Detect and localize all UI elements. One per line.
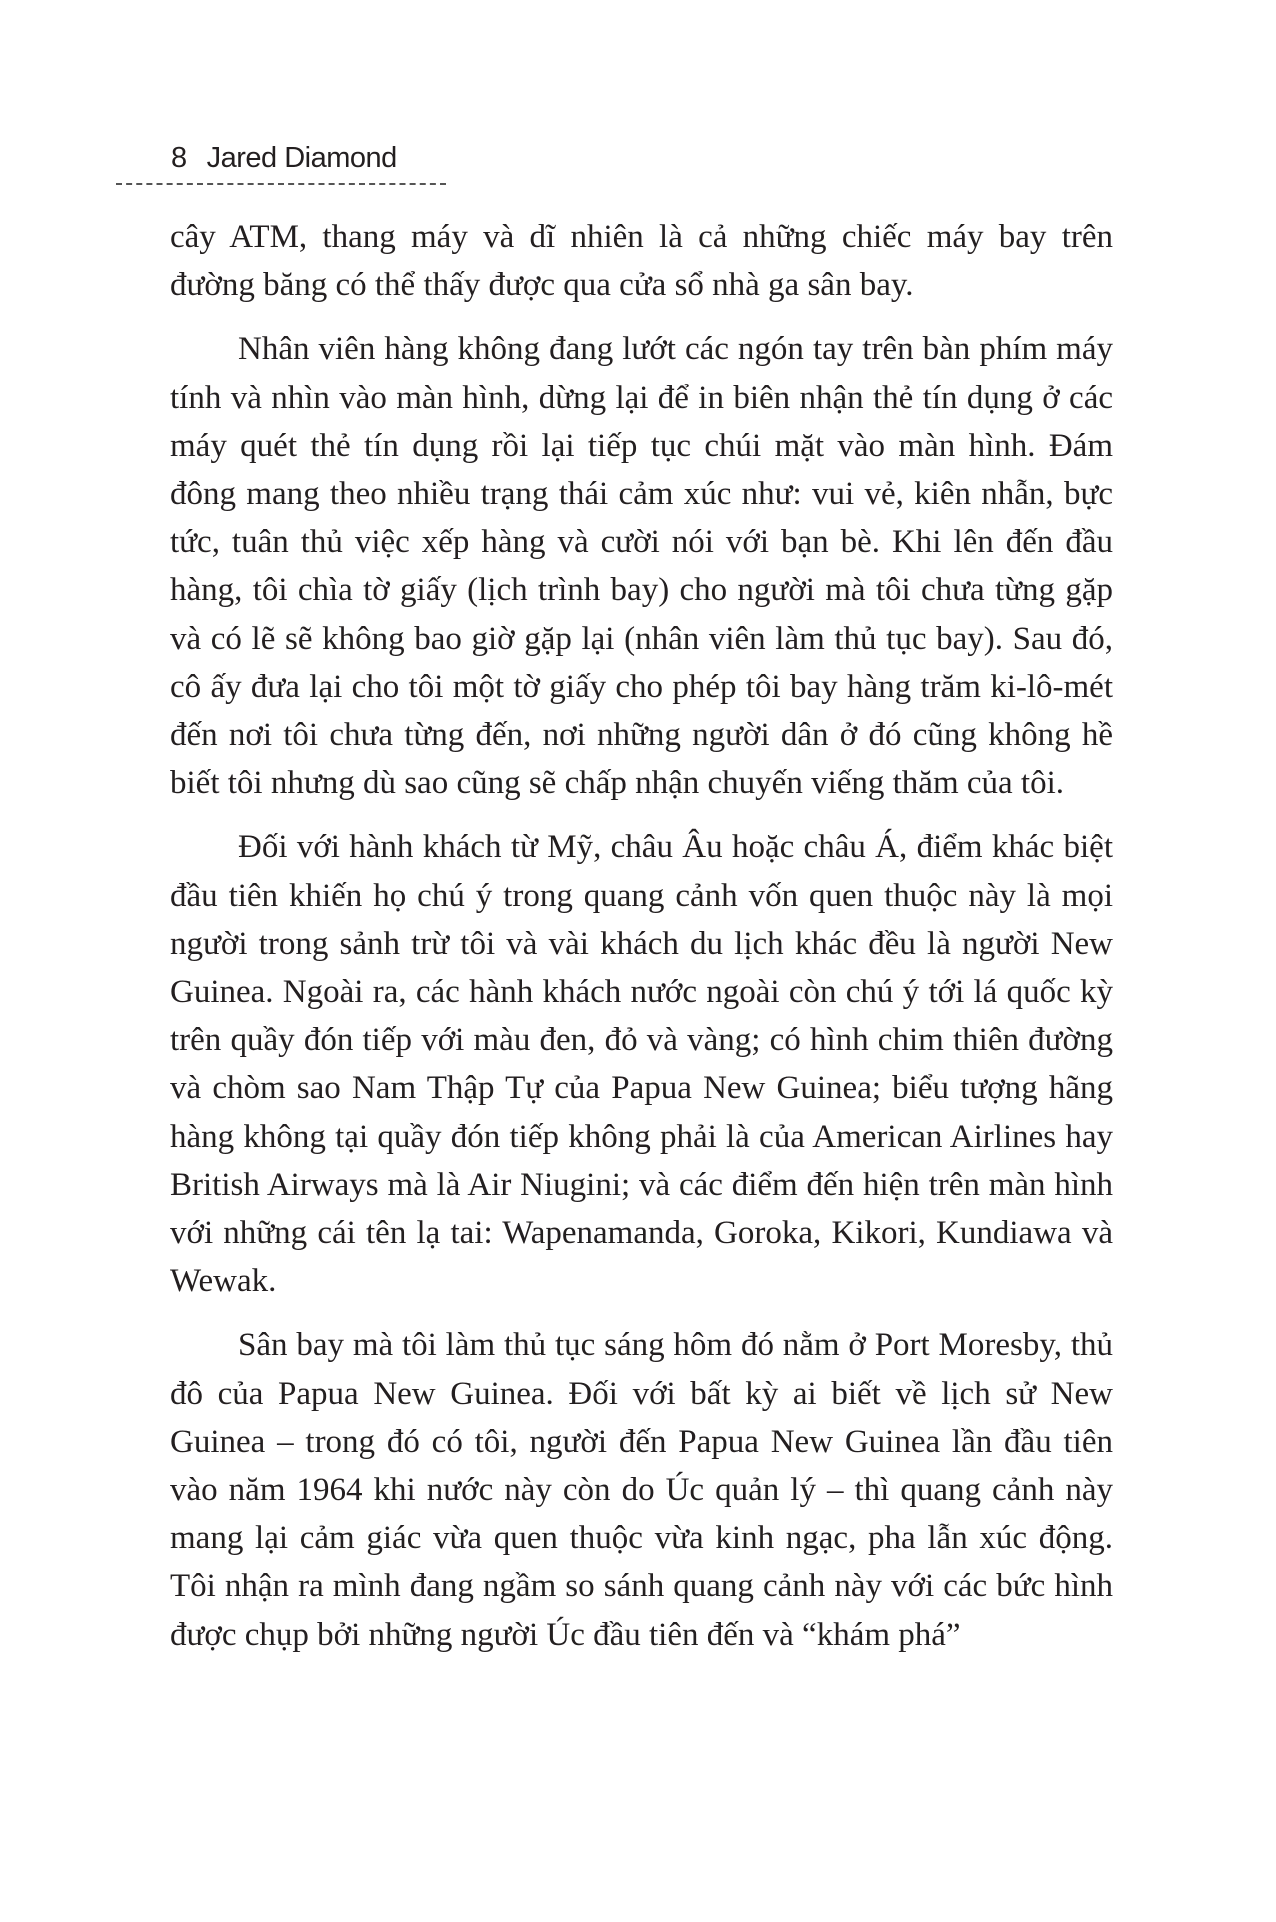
header-dashed-rule xyxy=(116,183,446,185)
paragraph-continued: cây ATM, thang máy và dĩ nhiên là cả những chiếc máy bay trên đường băng có thể thấy được qua cửa sổ nhà ga sân bay. xyxy=(170,219,1113,304)
page-number: 8 xyxy=(171,142,187,174)
running-header-author: Jared Diamond xyxy=(206,142,397,174)
paragraph: Sân bay mà tôi làm thủ tục sáng hôm đó nằm ở Port Moresby, thủ đô của Papua New Guinea. Đối với bất kỳ ai biết về lịch sử New Guinea – trong đó có tôi, người đến Papua New Guinea lần đầu tiên vào năm 1964 khi nước này còn do Úc quản lý – thì quang cảnh này mang lại cảm giác vừa quen thuộc vừa kinh ngạc, pha lẫn xúc động. Tôi nhận ra mình đang ngầm so sánh quang cảnh này với các bức hình được chụp bởi những người Úc đầu tiên đến và “khám phá” xyxy=(170,1327,1113,1653)
paragraph: Nhân viên hàng không đang lướt các ngón tay trên bàn phím máy tính và nhìn vào màn hình, dừng lại để in biên nhận thẻ tín dụng ở các máy quét thẻ tín dụng rồi lại tiếp tục chúi mặt vào màn hình. Đám đông mang theo nhiều trạng thái cảm xúc như: vui vẻ, kiên nhẫn, bực tức, tuân thủ việc xếp hàng và cười nói với bạn bè. Khi lên đến đầu hàng, tôi chìa tờ giấy (lịch trình bay) cho người mà tôi chưa từng gặp và có lẽ sẽ không bao giờ gặp lại (nhân viên làm thủ tục bay). Sau đó, cô ấy đưa lại cho tôi một tờ giấy cho phép tôi bay hàng trăm ki-lô-mét đến nơi tôi chưa từng đến, nơi những người dân ở đó cũng không hề biết tôi nhưng dù sao cũng sẽ chấp nhận chuyến viếng thăm của tôi. xyxy=(170,331,1113,802)
body-text xyxy=(170,213,1113,1675)
paragraph: Đối với hành khách từ Mỹ, châu Âu hoặc châu Á, điểm khác biệt đầu tiên khiến họ chú ý trong quang cảnh vốn quen thuộc này là mọi người trong sảnh trừ tôi và vài khách du lịch khác đều là người New Guinea. Ngoài ra, các hành khách nước ngoài còn chú ý tới lá quốc kỳ trên quầy đón tiếp với màu đen, đỏ và vàng; có hình chim thiên đường và chòm sao Nam Thập Tự của Papua New Guinea; biểu tượng hãng hàng không tại quầy đón tiếp không phải là của American Airlines hay British Airways mà là Air Niugini; và các điểm đến hiện trên màn hình với những cái tên lạ tai: Wapenamanda, Goroka, Kikori, Kundiawa và Wewak. xyxy=(170,829,1113,1300)
running-header xyxy=(171,142,397,175)
